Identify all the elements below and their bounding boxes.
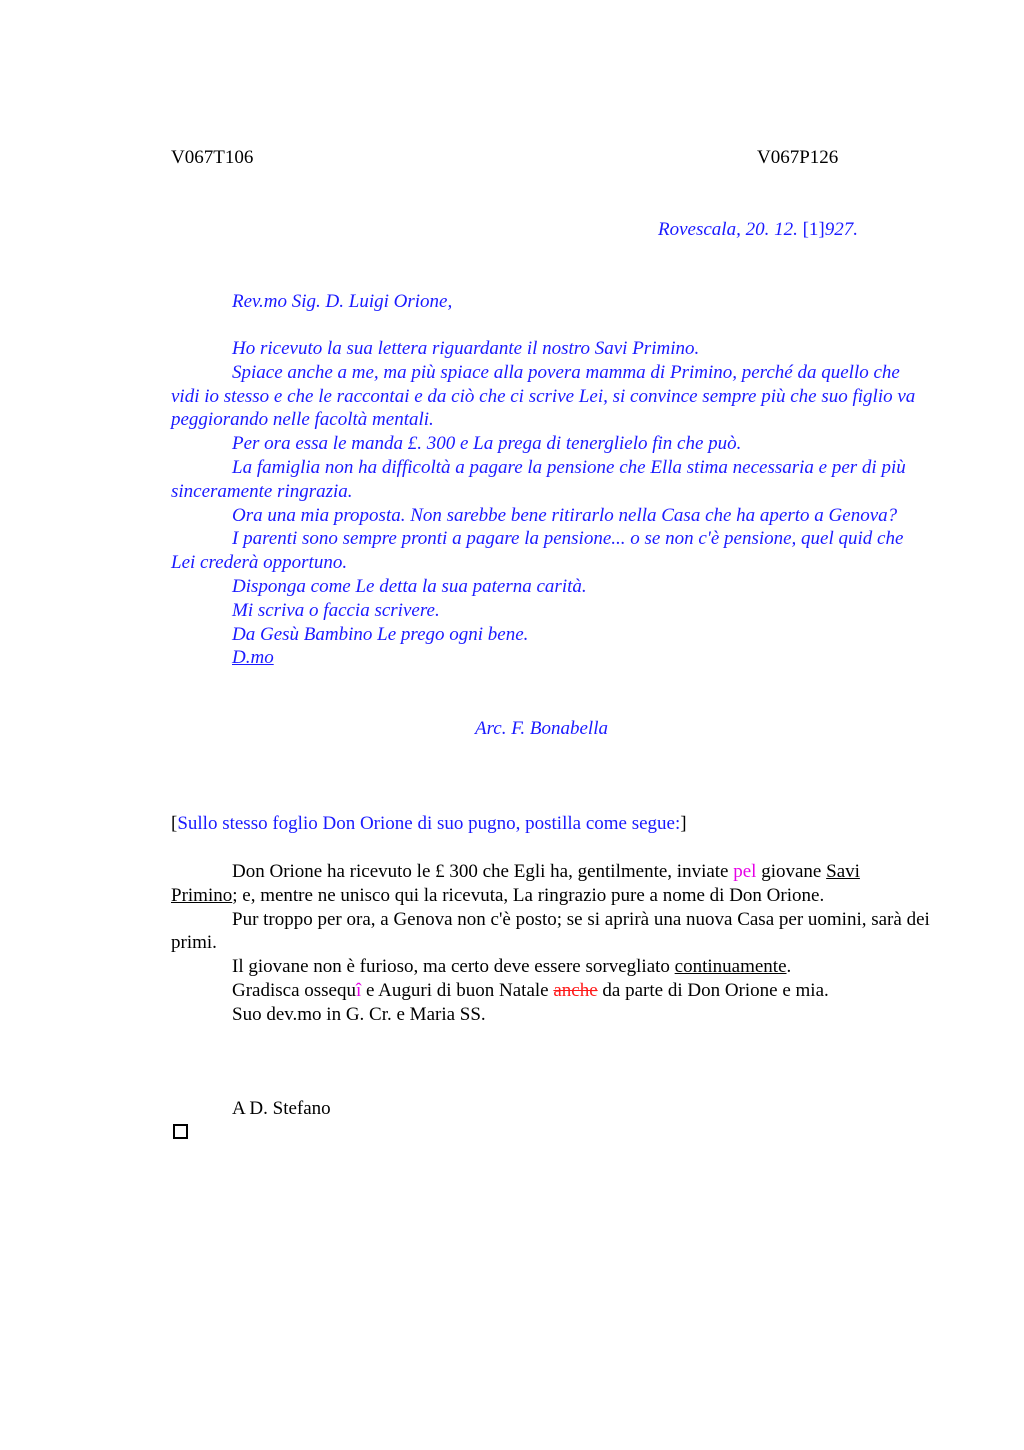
letter-paragraph: Disponga come Le detta la sua paterna carità. <box>232 575 587 597</box>
reply-text: ; e, mentre ne unisco qui la ricevuta, La ringrazio pure a nome di Don Orione. <box>232 884 825 906</box>
note-bracket-close: ] <box>680 813 687 834</box>
reply-paragraph-5: Suo dev.mo in G. Cr. e Maria SS. <box>232 1003 486 1025</box>
reply-text: . <box>786 956 792 978</box>
reply-paragraph-4 <box>171 979 931 1003</box>
reply-text: da parte di Don Orione e mia. <box>597 979 829 1001</box>
inserted-word: pel <box>733 861 757 882</box>
letter-paragraph: Ho ricevuto la sua lettera riguardante il nostro Savi Primino. <box>232 338 700 359</box>
letter-body <box>171 337 931 670</box>
date-bracket-open: [ <box>802 219 809 240</box>
underlined-word: continuamente <box>674 956 787 978</box>
letter-paragraph: Spiace anche a me, ma più spiace alla povera mamma di Primino, perché da quello che vidi io stesso e che le raccontai e da ciò che ci scrive Lei, si convince sempre più che suo figlio va peggiorando nelle facoltà mentali. <box>171 361 916 431</box>
letter-paragraph: Da Gesù Bambino Le prego ogni bene. <box>232 623 529 645</box>
checkbox-square-icon <box>173 1124 188 1139</box>
editorial-note <box>171 812 687 836</box>
reply-text: Gradisca ossequ <box>232 979 356 1001</box>
note-text: Sullo stesso foglio Don Orione di suo pugno, postilla come segue: <box>177 813 681 834</box>
addressee: A D. Stefano <box>232 1098 331 1119</box>
signature: Arc. F. Bonabella <box>475 718 608 739</box>
letter-paragraph: Ora una mia proposta. Non sarebbe bene ritirarlo nella Casa che ha aperto a Genova? <box>232 504 898 526</box>
letter-closing <box>171 646 931 670</box>
date-bracket-close: ] <box>818 219 825 240</box>
reply-text: giovane <box>756 861 827 882</box>
letter-paragraph: La famiglia non ha difficoltà a pagare la pensione che Ella stima necessaria e per di più sinceramente ringrazia. <box>171 456 906 502</box>
note-bracket-open: [ <box>171 813 178 834</box>
date-bracket-digit: 1 <box>808 219 819 240</box>
reply-text: e Auguri di buon Natale <box>361 979 554 1001</box>
reply-paragraph-3 <box>171 955 931 979</box>
reply-paragraph-1 <box>171 860 931 908</box>
reply-text: Don Orione ha ricevuto le £ 300 che Egli ha, gentilmente, inviate <box>232 861 734 882</box>
letter-paragraph: I parenti sono sempre pronti a pagare la pensione... o se non c'è pensione, quel quid che Lei crederà opportuno. <box>171 528 904 574</box>
letter-paragraph: Mi scriva o faccia scrivere. <box>232 599 440 621</box>
salutation: Rev.mo Sig. D. Luigi Orione, <box>232 291 453 312</box>
closing-text: D.mo <box>232 647 274 669</box>
deleted-word: anche <box>553 979 598 1001</box>
date-year: 927. <box>824 219 858 240</box>
letter-paragraph: Per ora essa le manda £. 300 e La prega di tenerglielo fin che può. <box>232 433 742 455</box>
code-right: V067P126 <box>757 147 839 168</box>
reply-body <box>171 860 931 1027</box>
reply-paragraph-2: Pur troppo per ora, a Genova non c'è posto; se si aprirà una nuova Casa per uomini, sarà dei primi. <box>171 908 930 954</box>
date-text: Rovescala, 20. 12. <box>658 219 803 240</box>
code-left: V067T106 <box>171 147 254 168</box>
reply-text: Il giovane non è furioso, ma certo deve essere sorvegliato <box>232 956 675 978</box>
letter-date <box>658 218 858 242</box>
inserted-char: î <box>356 979 362 1001</box>
underlined-name: Savi Primino <box>171 861 860 906</box>
